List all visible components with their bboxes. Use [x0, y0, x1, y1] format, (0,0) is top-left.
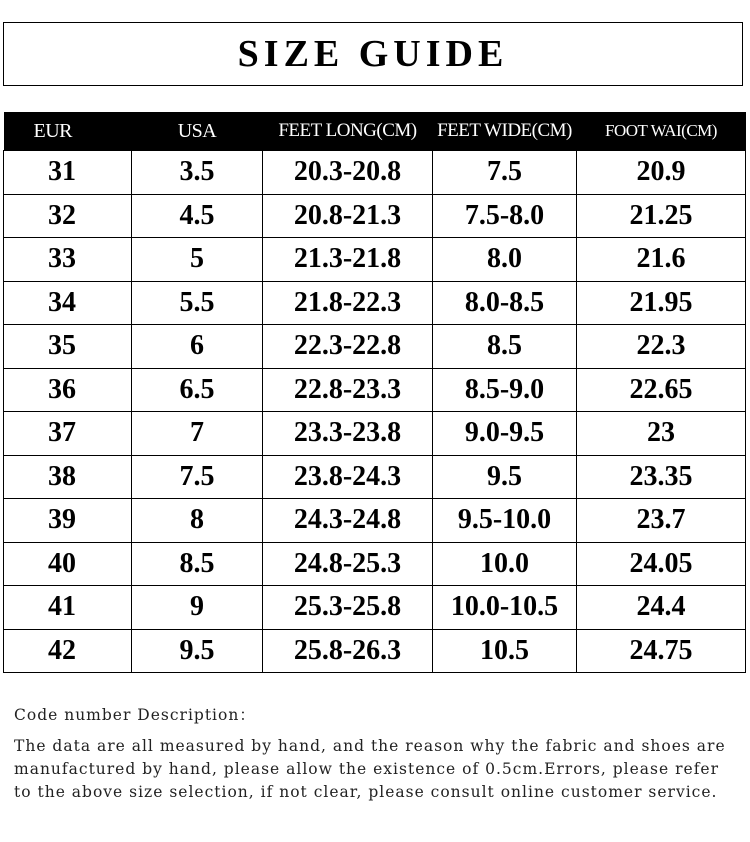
cell-feet-long: 21.8-22.3: [263, 281, 433, 325]
cell-feet-long: 25.8-26.3: [263, 629, 433, 673]
cell-usa: 9.5: [132, 629, 263, 673]
header-row: [4, 112, 746, 151]
cell-feet-wide: 10.0-10.5: [433, 586, 577, 630]
table-row: [4, 281, 746, 325]
table-body: [4, 151, 746, 673]
cell-eur: 32: [4, 194, 132, 238]
cell-eur: 36: [4, 368, 132, 412]
table-row: [4, 194, 746, 238]
cell-feet-long: 20.8-21.3: [263, 194, 433, 238]
cell-foot-wai: 23.35: [577, 455, 746, 499]
cell-eur: 39: [4, 499, 132, 543]
cell-feet-wide: 7.5: [433, 151, 577, 195]
title-box: [3, 22, 743, 86]
cell-eur: 42: [4, 629, 132, 673]
cell-usa: 6.5: [132, 368, 263, 412]
header-feet-long: FEET LONG(CM): [263, 112, 433, 151]
table-row: [4, 238, 746, 282]
table-row: [4, 629, 746, 673]
cell-foot-wai: 20.9: [577, 151, 746, 195]
cell-feet-wide: 7.5-8.0: [433, 194, 577, 238]
cell-foot-wai: 21.6: [577, 238, 746, 282]
cell-feet-long: 25.3-25.8: [263, 586, 433, 630]
cell-eur: 41: [4, 586, 132, 630]
cell-foot-wai: 23: [577, 412, 746, 456]
cell-foot-wai: 24.4: [577, 586, 746, 630]
cell-eur: 38: [4, 455, 132, 499]
cell-feet-wide: 9.5: [433, 455, 577, 499]
cell-usa: 3.5: [132, 151, 263, 195]
cell-foot-wai: 21.95: [577, 281, 746, 325]
cell-usa: 4.5: [132, 194, 263, 238]
cell-feet-wide: 9.5-10.0: [433, 499, 577, 543]
description-title: Code number Description：: [14, 706, 256, 724]
cell-usa: 5.5: [132, 281, 263, 325]
cell-eur: 34: [4, 281, 132, 325]
table-row: [4, 151, 746, 195]
cell-foot-wai: 21.25: [577, 194, 746, 238]
cell-feet-wide: 8.5-9.0: [433, 368, 577, 412]
table-row: [4, 368, 746, 412]
cell-usa: 8: [132, 499, 263, 543]
cell-feet-long: 22.3-22.8: [263, 325, 433, 369]
cell-feet-long: 21.3-21.8: [263, 238, 433, 282]
cell-usa: 8.5: [132, 542, 263, 586]
size-table: [3, 112, 746, 673]
table-row: [4, 455, 746, 499]
cell-eur: 37: [4, 412, 132, 456]
cell-feet-long: 22.8-23.3: [263, 368, 433, 412]
cell-eur: 33: [4, 238, 132, 282]
cell-feet-long: 24.8-25.3: [263, 542, 433, 586]
cell-feet-long: 24.3-24.8: [263, 499, 433, 543]
table-row: [4, 499, 746, 543]
cell-feet-wide: 10.5: [433, 629, 577, 673]
table-row: [4, 542, 746, 586]
cell-usa: 7: [132, 412, 263, 456]
description-body: The data are all measured by hand, and the reason why the fabric and shoes are manufactured by hand, please allow the existence of 0.5cm.Errors, please refer to the above size selection, if not clear, please consult online customer service.: [14, 737, 726, 801]
header-usa: USA: [132, 112, 263, 151]
header-feet-wide: FEET WIDE(CM): [433, 112, 577, 151]
cell-usa: 6: [132, 325, 263, 369]
header-foot-wai: FOOT WAI(CM): [577, 112, 746, 151]
cell-foot-wai: 22.65: [577, 368, 746, 412]
table-row: [4, 325, 746, 369]
cell-feet-long: 23.8-24.3: [263, 455, 433, 499]
cell-usa: 7.5: [132, 455, 263, 499]
description: [14, 704, 742, 804]
table-row: [4, 586, 746, 630]
cell-feet-wide: 10.0: [433, 542, 577, 586]
header-eur: EUR: [4, 112, 132, 151]
cell-feet-long: 20.3-20.8: [263, 151, 433, 195]
cell-foot-wai: 24.75: [577, 629, 746, 673]
cell-eur: 31: [4, 151, 132, 195]
page-title: SIZE GUIDE: [237, 33, 509, 75]
cell-usa: 9: [132, 586, 263, 630]
table-row: [4, 412, 746, 456]
cell-eur: 35: [4, 325, 132, 369]
cell-foot-wai: 24.05: [577, 542, 746, 586]
cell-feet-long: 23.3-23.8: [263, 412, 433, 456]
cell-feet-wide: 8.0-8.5: [433, 281, 577, 325]
cell-feet-wide: 9.0-9.5: [433, 412, 577, 456]
cell-feet-wide: 8.5: [433, 325, 577, 369]
cell-usa: 5: [132, 238, 263, 282]
cell-foot-wai: 23.7: [577, 499, 746, 543]
cell-foot-wai: 22.3: [577, 325, 746, 369]
cell-feet-wide: 8.0: [433, 238, 577, 282]
cell-eur: 40: [4, 542, 132, 586]
